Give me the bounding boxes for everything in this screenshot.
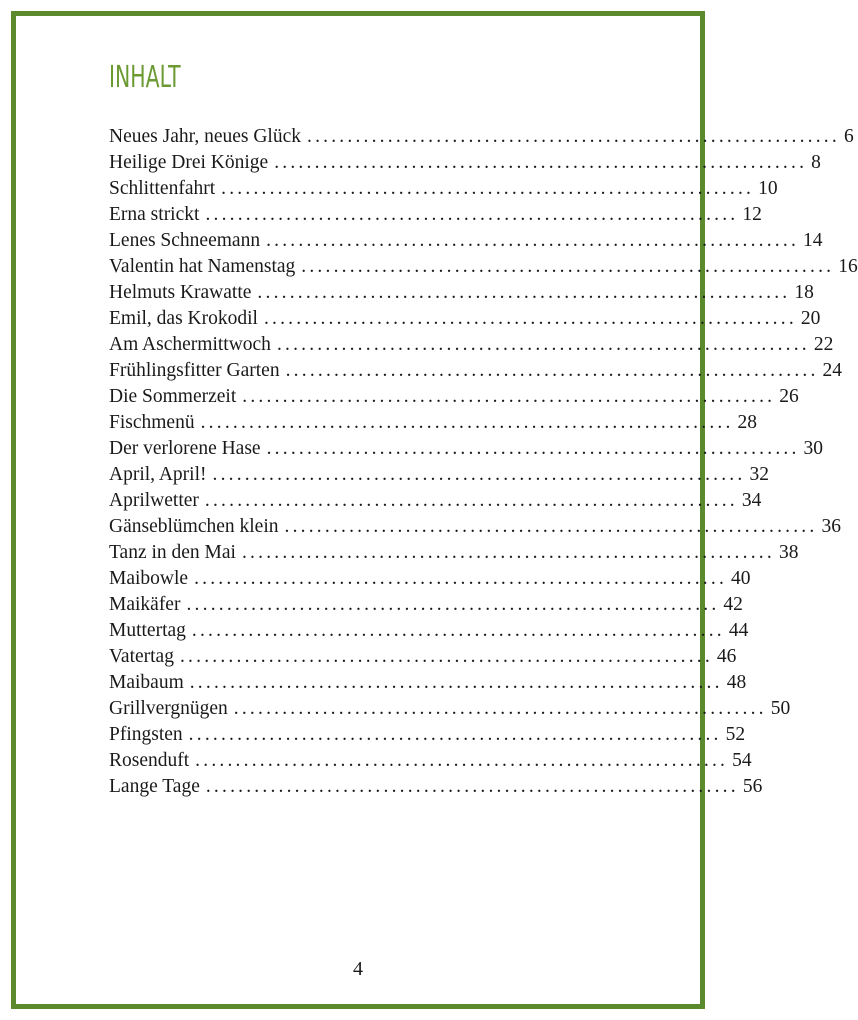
toc-leader-dots: .................................................................. xyxy=(242,386,776,407)
toc-leader-dots: .................................................................. xyxy=(189,672,723,693)
toc-entry-page: 8 xyxy=(811,152,821,173)
toc-leader-dots: .................................................................. xyxy=(263,308,797,329)
toc-entry-title: April, April! xyxy=(109,464,207,485)
toc-entry-page: 48 xyxy=(726,672,747,693)
toc-entry-page: 22 xyxy=(813,334,834,355)
toc-leader-dots: .................................................................. xyxy=(186,594,720,615)
toc-entry-page: 14 xyxy=(803,230,823,251)
toc-entry-title: Emil, das Krokodil xyxy=(109,308,258,329)
toc-entry xyxy=(109,384,799,410)
toc-entry-title: Neues Jahr, neues Glück xyxy=(109,126,301,147)
toc-entry-page: 26 xyxy=(779,386,799,407)
toc-entry-title: Frühlingsfitter Garten xyxy=(109,360,280,381)
toc-entry-title: Gänseblümchen klein xyxy=(109,516,279,537)
toc-entry-page: 20 xyxy=(800,308,821,329)
toc-entry-title: Fischmenü xyxy=(109,412,195,433)
toc-entry xyxy=(109,748,752,774)
toc-entry-page: 6 xyxy=(843,126,854,147)
toc-entry-title: Am Aschermittwoch xyxy=(109,334,271,355)
toc-entry xyxy=(109,202,762,228)
toc-entry-page: 10 xyxy=(758,178,778,199)
toc-leader-dots: .................................................................. xyxy=(188,724,722,745)
toc-entry xyxy=(109,124,854,150)
toc-leader-dots: .................................................................. xyxy=(205,204,739,225)
toc-leader-dots: .................................................................. xyxy=(212,464,746,485)
toc-leader-dots: .................................................................. xyxy=(205,776,739,797)
toc-entry-title: Heilige Drei Könige xyxy=(109,152,269,173)
toc-leader-dots: .................................................................. xyxy=(284,516,818,537)
toc-leader-dots: .................................................................. xyxy=(204,490,738,511)
toc-entry xyxy=(109,306,821,332)
toc-leader-dots: .................................................................. xyxy=(285,360,819,381)
toc-entry xyxy=(109,722,746,748)
toc-entry-page: 38 xyxy=(778,542,799,563)
toc-entry-title: Schlittenfahrt xyxy=(109,178,216,199)
toc-entry xyxy=(109,332,834,358)
toc-entry-page: 50 xyxy=(770,698,791,719)
toc-entry-title: Maikäfer xyxy=(109,594,181,615)
toc-entry-title: Valentin hat Namenstag xyxy=(109,256,296,277)
toc-leader-dots: .................................................................. xyxy=(276,334,810,355)
toc-entry-title: Muttertag xyxy=(109,620,186,641)
toc-entry-page: 12 xyxy=(742,204,762,225)
toc-entry xyxy=(109,280,814,306)
toc-entry xyxy=(109,462,769,488)
toc-leader-dots: .................................................................. xyxy=(257,282,791,303)
toc-entry xyxy=(109,410,758,436)
toc-leader-dots: .................................................................. xyxy=(274,152,808,173)
toc-entry xyxy=(109,774,763,800)
toc-entry xyxy=(109,566,751,592)
toc-entry-page: 46 xyxy=(716,646,737,667)
toc-leader-dots: .................................................................. xyxy=(200,412,734,433)
toc-entry-page: 18 xyxy=(794,282,814,303)
toc-entry-page: 34 xyxy=(741,490,762,511)
toc-entry-title: Lenes Schneemann xyxy=(109,230,261,251)
toc-leader-dots: .................................................................. xyxy=(266,230,800,251)
toc-entry-title: Vatertag xyxy=(109,646,174,667)
toc-leader-dots: .................................................................. xyxy=(179,646,713,667)
toc-entry xyxy=(109,436,824,462)
toc-entry xyxy=(109,228,823,254)
toc-leader-dots: .................................................................. xyxy=(194,568,728,589)
toc-entry-page: 40 xyxy=(731,568,751,589)
toc-entry xyxy=(109,540,799,566)
toc-leader-dots: .................................................................. xyxy=(195,750,729,771)
toc-entry-title: Erna strickt xyxy=(109,204,200,225)
toc-entry-page: 30 xyxy=(803,438,824,459)
toc-leader-dots: .................................................................. xyxy=(307,126,840,147)
toc-entry-page: 44 xyxy=(728,620,749,641)
toc-entry-title: Die Sommerzeit xyxy=(109,386,237,407)
toc-entry-page: 54 xyxy=(732,750,752,771)
toc-entry xyxy=(109,644,737,670)
toc-leader-dots: .................................................................. xyxy=(301,256,835,277)
page-number: 4 xyxy=(353,958,363,980)
toc-entry xyxy=(109,670,747,696)
toc-entry xyxy=(109,254,858,280)
toc-leader-dots: .................................................................. xyxy=(191,620,725,641)
toc-entry xyxy=(109,618,749,644)
table-of-contents xyxy=(109,124,858,800)
toc-entry-page: 24 xyxy=(822,360,843,381)
toc-entry-title: Maibaum xyxy=(109,672,184,693)
toc-entry xyxy=(109,358,843,384)
toc-entry xyxy=(109,514,841,540)
toc-entry-title: Lange Tage xyxy=(109,776,200,797)
toc-leader-dots: .................................................................. xyxy=(241,542,775,563)
toc-entry xyxy=(109,696,791,722)
toc-entry-title: Aprilwetter xyxy=(109,490,199,511)
toc-entry-page: 36 xyxy=(821,516,841,537)
toc-entry-title: Der verlorene Hase xyxy=(109,438,261,459)
toc-entry xyxy=(109,150,821,176)
toc-entry-page: 56 xyxy=(742,776,763,797)
toc-entry-page: 16 xyxy=(838,256,858,277)
toc-entry-title: Tanz in den Mai xyxy=(109,542,236,563)
toc-leader-dots: .................................................................. xyxy=(233,698,767,719)
toc-entry-title: Grillvergnügen xyxy=(109,698,228,719)
toc-entry-page: 52 xyxy=(725,724,746,745)
toc-entry xyxy=(109,488,762,514)
toc-leader-dots: .................................................................. xyxy=(221,178,755,199)
toc-entry xyxy=(109,592,743,618)
toc-entry-title: Helmuts Krawatte xyxy=(109,282,252,303)
page-heading: INHALT xyxy=(109,60,181,95)
toc-leader-dots: .................................................................. xyxy=(266,438,800,459)
toc-entry-title: Maibowle xyxy=(109,568,189,589)
toc-entry-title: Rosenduft xyxy=(109,750,190,771)
toc-entry-title: Pfingsten xyxy=(109,724,183,745)
toc-entry-page: 28 xyxy=(737,412,758,433)
toc-entry xyxy=(109,176,778,202)
toc-entry-page: 32 xyxy=(749,464,769,485)
toc-entry-page: 42 xyxy=(723,594,743,615)
